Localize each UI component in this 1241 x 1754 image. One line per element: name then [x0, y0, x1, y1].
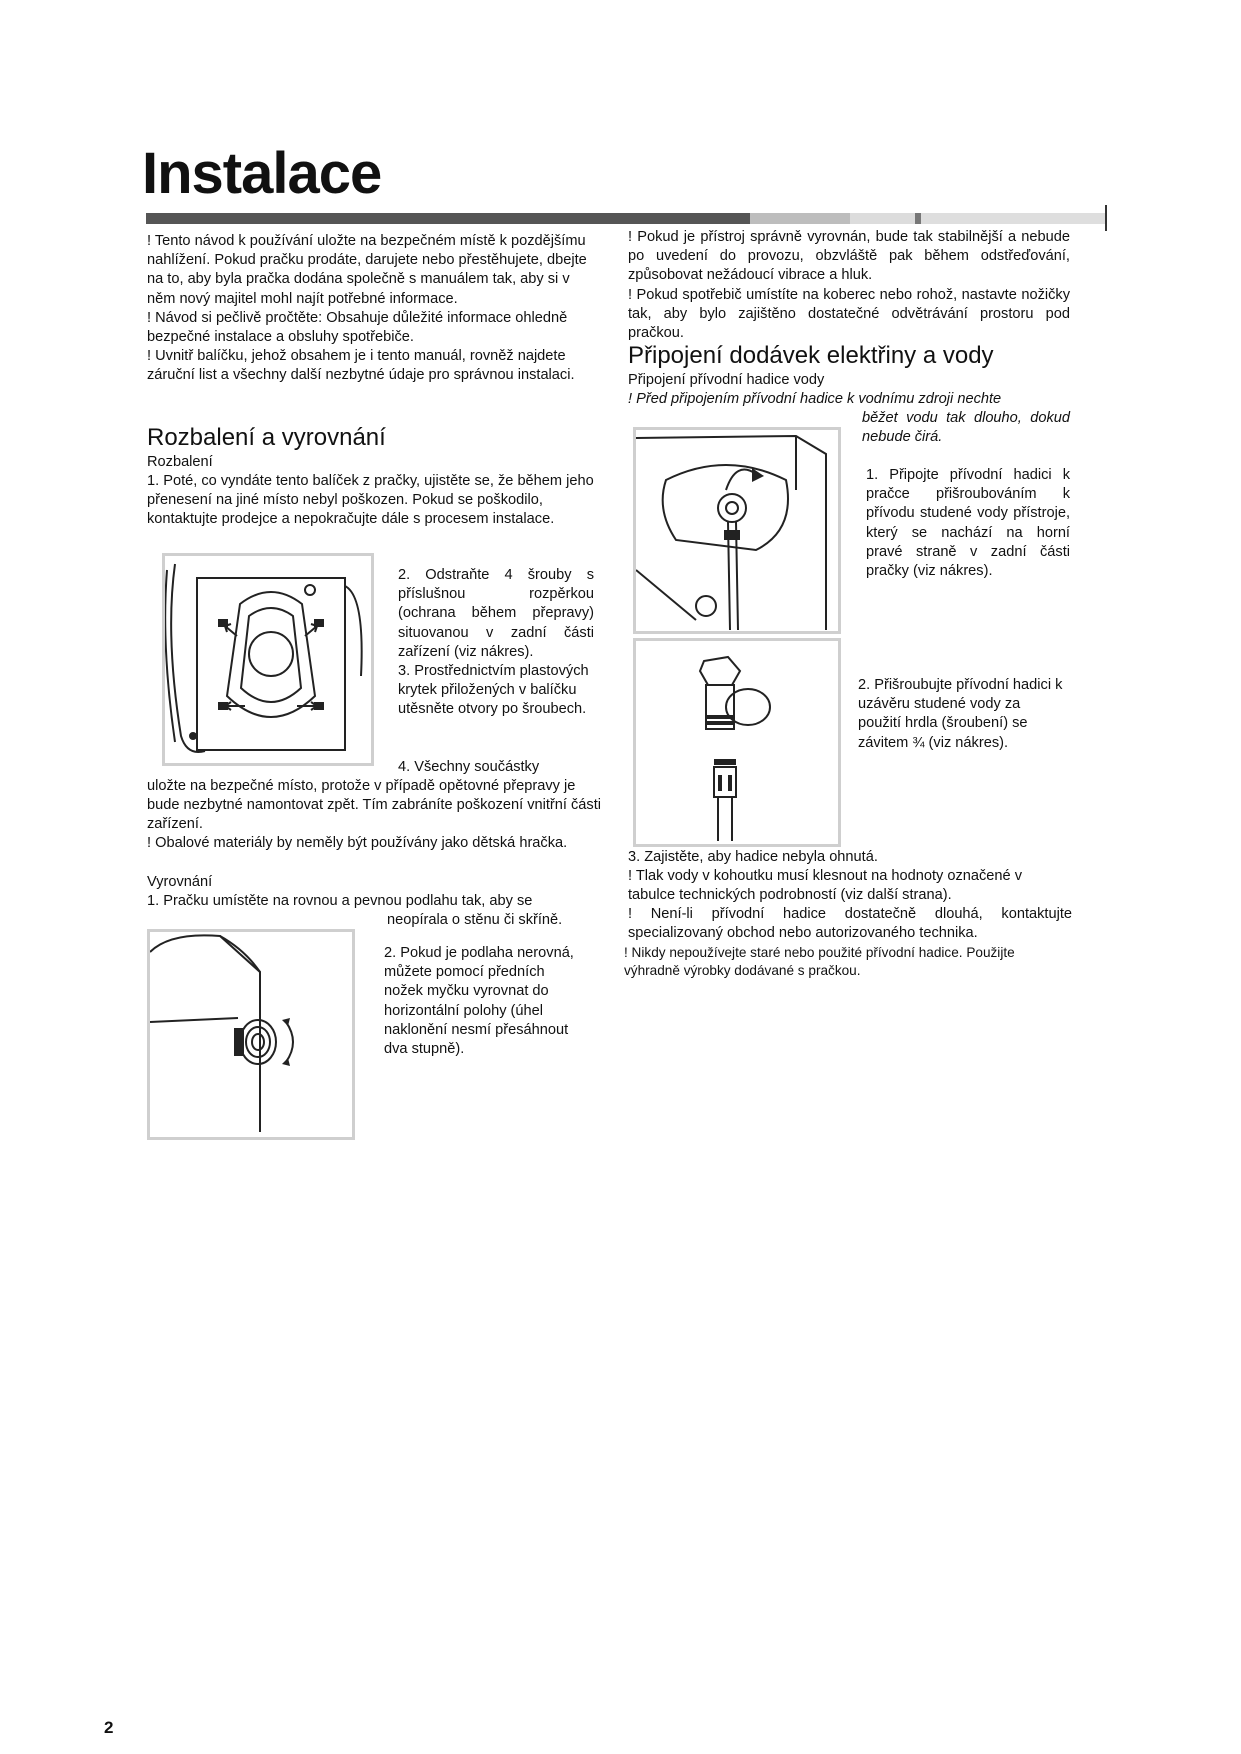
level-step-2: 2. Pokud je podlaha nerovná, můžete pomocí předních nožek myčku vyrovnat do horizontální polohy (úhel naklonění nesmí přesáhnout dva stupně). [384, 945, 574, 1058]
right-intro-2: ! Pokud spotřebič umístíte na koberec nebo rohož, nastavte nožičky tak, aby bylo zajištěno dostatečné odvětrávání prostoru pod pračkou. [628, 287, 1070, 342]
hose-length-note: ! Není-li přívodní hadice dostatečně dlouhá, kontaktujte specializovaný obchod nebo autorizovaného technika. [628, 906, 1072, 942]
figure-machine-back [162, 553, 374, 766]
subheading-leveling: Vyrovnání [147, 874, 213, 890]
unpack-step-1: 1. Poté, co vyndáte tento balíček z pračky, ujistěte se, že během jeho přenesení na jiné místo nebyl poškozen. Pokud se poškodilo, kontaktujte prodejce a nepokračujte dále s procesem instalace. [147, 473, 594, 528]
heading-connections: Připojení dodávek elektřiny a vody [628, 342, 994, 369]
unpack-step-2: 2. Odstraňte 4 šrouby s příslušnou rozpěrkou (ochrana během přepravy) situovanou v zadní části zařízení (viz nákres). [398, 567, 594, 660]
water-warning-a: ! Před připojením přívodní hadice k vodnímu zdroji nechte [628, 391, 1002, 407]
intro-paragraph-3: ! Uvnitř balíčku, jehož obsahem je i tento manuál, rovněž najdete záruční list a všechny další nezbytné údaje pro správnou instalaci. [147, 348, 575, 384]
old-hose-note: ! Nikdy nepoužívejte staré nebo použité přívodní hadice. Použijte výhradně výrobky dodávané s pračkou. [624, 945, 1015, 978]
level-step-1a: 1. Pračku umístěte na rovnou a pevnou podlahu tak, aby se [147, 893, 533, 909]
hose-step-1: 1. Připojte přívodní hadici k pračce přišroubováním k přívodu studené vody přístroje, který se nachází na horní pravé straně v zadní části pračky (viz nákres). [866, 467, 1070, 580]
packaging-note: ! Obalové materiály by neměly být používány jako dětská hračka. [147, 835, 568, 851]
page-number: 2 [104, 1718, 114, 1737]
intro-paragraph-1: ! Tento návod k používání uložte na bezpečném místě k pozdějšímu nahlížení. Pokud pračku prodáte, darujete nebo přestěhujete, dbejte na to, aby byla pračka dodána společně s manuálem tak, aby si v něm nový majitel mohl najít potřebné informace. [147, 233, 587, 307]
hose-step-2: 2. Přišroubujte přívodní hadici k uzávěru studené vody za použití hrdla (šroubení) se závitem ¾ (viz nákres). [858, 677, 1063, 751]
water-warning-b: běžet vodu tak dlouho, dokud nebude čirá. [862, 410, 1070, 446]
header-bar-pale [921, 213, 1105, 224]
water-pressure-note: ! Tlak vody v kohoutku musí klesnout na hodnoty označené v tabulce technických podrobností (viz další strana). [628, 868, 1022, 904]
header-bar-light [750, 213, 850, 224]
left-intro [147, 232, 601, 386]
header-bar-mid [850, 213, 915, 224]
unpack-step-3: 3. Prostřednictvím plastových krytek přiložených v balíčku utěsněte otvory po šroubech. [398, 663, 589, 718]
figure-leveling-foot [147, 929, 355, 1140]
page-title: Instalace [142, 141, 382, 206]
header-bar-end [1105, 205, 1107, 231]
figure-tap-connection [633, 638, 841, 847]
hose-step-3: 3. Zajistěte, aby hadice nebyla ohnutá. [628, 849, 878, 865]
tap-connection-drawing [636, 641, 838, 844]
header-bar-dark [146, 213, 750, 224]
unpack-step-4-start: 4. Všechny součástky [398, 759, 540, 775]
figure-hose-inlet [633, 427, 841, 634]
machine-back-drawing [165, 556, 371, 763]
right-intro-1: ! Pokud je přístroj správně vyrovnán, bude tak stabilnější a nebude po uvedení do provozu, obzvláště pak během odstřeďování, způsobovat nežádoucí vibrace a hluk. [628, 229, 1070, 284]
level-step-1b: neopírala o stěnu či skříně. [387, 912, 563, 928]
subheading-water-hose: Připojení přívodní hadice vody [628, 372, 825, 388]
subheading-unpacking: Rozbalení [147, 454, 213, 470]
unpack-step-4-rest: uložte na bezpečné místo, protože v případě opětovné přepravy je bude nezbytné namontovat zpět. Tím zabráníte poškození vnitřní části zařízení. [147, 778, 602, 833]
hose-inlet-drawing [636, 430, 838, 631]
leveling-foot-drawing [150, 932, 352, 1137]
intro-paragraph-2: ! Návod si pečlivě pročtěte: Obsahuje důležité informace ohledně bezpečné instalace a obsluhy spotřebiče. [147, 309, 568, 346]
heading-unpacking: Rozbalení a vyrovnání [147, 424, 386, 451]
